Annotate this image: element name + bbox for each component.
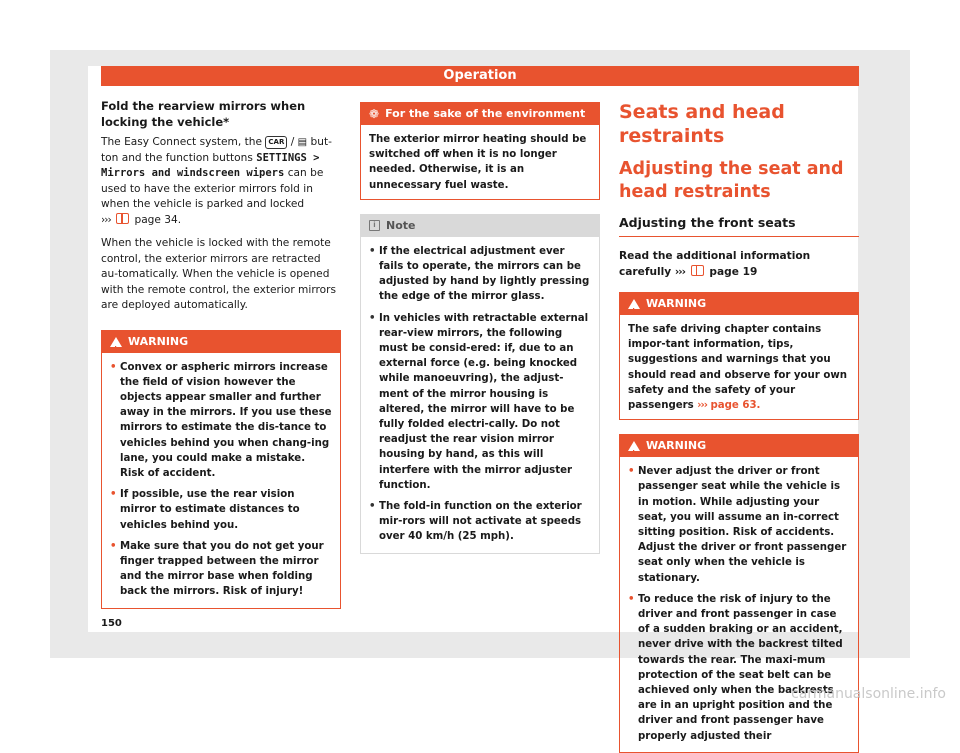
reference-text: page 19	[709, 265, 758, 278]
warning-body	[620, 315, 858, 419]
warning-text: The safe driving chapter contains impor-tant information, tips, suggestions and warnings that you should read and observe for your own safety and the safety of your passengers	[628, 324, 848, 412]
warning-icon	[110, 337, 122, 347]
warning-title: WARNING	[646, 297, 707, 310]
mirror-fold-paragraph	[101, 135, 341, 228]
note-item: • In vehicles with retractable external rear-view mirrors, the following must be consid-ered: if, due to an external force (e.g. being knocked while manoeuvring), the adjust-ment of the mirror housing is altered, the mirror will have to be fully folded electri-cally. Do not readjust the rear vision mirror housing by hand, as this will interfere with the mirror adjuster function.	[369, 311, 591, 493]
note-body	[361, 237, 599, 553]
menu-icon: ▤	[297, 137, 308, 148]
reference-text: page 63.	[710, 400, 761, 412]
column-right	[619, 100, 859, 753]
text-fragment: The Easy Connect system, the	[101, 136, 263, 148]
chevron-icon: ›››	[101, 213, 111, 226]
page-reference[interactable]	[697, 400, 760, 411]
column-left	[101, 98, 341, 609]
warning-icon	[628, 299, 640, 309]
mirror-remote-paragraph: When the vehicle is locked with the remote control, the exterior mirrors are retracted au-tomatically. When the vehicle is opened with the remote control, the exterior mirrors are deployed automatically.	[101, 237, 336, 311]
note-box	[360, 214, 600, 554]
subchapter-title: Adjusting the seat and head restraints	[619, 159, 844, 202]
environment-box	[360, 102, 600, 200]
book-icon	[116, 213, 129, 224]
mirror-fold-heading: Fold the rearview mirrors when locking the vehicle*	[101, 99, 306, 129]
warning-box	[101, 330, 341, 609]
chapter-title: Seats and head restraints	[619, 101, 785, 147]
section-title: Adjusting the front seats	[619, 214, 859, 237]
note-title: Note	[386, 218, 416, 232]
chevron-icon: ›››	[674, 265, 685, 278]
column-middle	[360, 98, 600, 554]
text-fragment: /	[290, 136, 295, 148]
warning-icon	[628, 441, 640, 451]
watermark: carmanualsonline.info	[791, 686, 946, 702]
warning-header	[102, 331, 340, 353]
read-info-text: Read the additional information carefully	[619, 250, 811, 278]
page-reference[interactable]	[101, 214, 181, 226]
warning-header	[620, 293, 858, 315]
section-header: Operation	[101, 66, 859, 86]
text-fragment: but-ton and the function buttons	[101, 136, 332, 164]
chevron-icon: ›››	[697, 400, 707, 412]
warning-item: • Convex or aspheric mirrors increase the field of vision however the objects appear smaller and further away in the mirrors. If you use these mirrors to estimate the dis-tance to vehicles behind you when chang-ing lane, you could make a mistake. Risk of accident.	[110, 360, 332, 482]
settings-path: SETTINGS > Mirrors and windscreen wipers	[101, 151, 320, 179]
warning-header	[620, 435, 858, 457]
page-number: 150	[101, 618, 122, 629]
environment-header	[361, 103, 599, 125]
text-fragment: can be used to have the exterior mirrors fold in when the vehicle is parked and locked	[101, 167, 324, 210]
warning-item: • Make sure that you do not get your finger trapped between the mirror and the mirror base when folding back the mirrors. Risk of injury!	[110, 539, 332, 600]
read-info-paragraph	[619, 249, 859, 280]
car-button-icon: CAR	[265, 136, 287, 149]
environment-icon: ❁	[369, 107, 380, 121]
warning-item: • If possible, use the rear vision mirror to estimate distances to vehicles behind you.	[110, 487, 332, 533]
warning-box	[619, 434, 859, 753]
warning-title: WARNING	[128, 334, 189, 348]
note-header	[361, 215, 599, 237]
warning-body	[102, 353, 340, 608]
info-icon: i	[369, 220, 380, 231]
warning-item: • To reduce the risk of injury to the driver and front passenger in case of a sudden braking or an accident, never drive with the backrest tilted towards the rear. The maxi-mum protection of the seat belt can be achieved only when the backrests are in an upright position and the driver and front passenger have properly adjusted their	[628, 592, 850, 744]
page-reference[interactable]	[675, 266, 757, 278]
book-icon	[691, 265, 704, 276]
note-item: • The fold-in function on the exterior mir-rors will not activate at speeds over 40 km/h (25 mph).	[369, 499, 591, 545]
environment-body: The exterior mirror heating should be switched off when it is no longer needed. Otherwise, it is an unnecessary fuel waste.	[369, 134, 587, 191]
warning-item: • Never adjust the driver or front passenger seat while the vehicle is in motion. While adjusting your seat, you will assume an in-correct sitting position. Risk of accidents. Adjust the driver or front passenger seat only when the vehicle is stationary.	[628, 464, 850, 586]
warning-box	[619, 292, 859, 420]
environment-title: For the sake of the environment	[385, 107, 586, 120]
warning-title: WARNING	[646, 439, 707, 453]
note-item: • If the electrical adjustment ever fails to operate, the mirrors can be adjusted by hand by lightly pressing the edge of the mirror glass.	[369, 244, 591, 305]
reference-text: page 34.	[134, 213, 182, 226]
